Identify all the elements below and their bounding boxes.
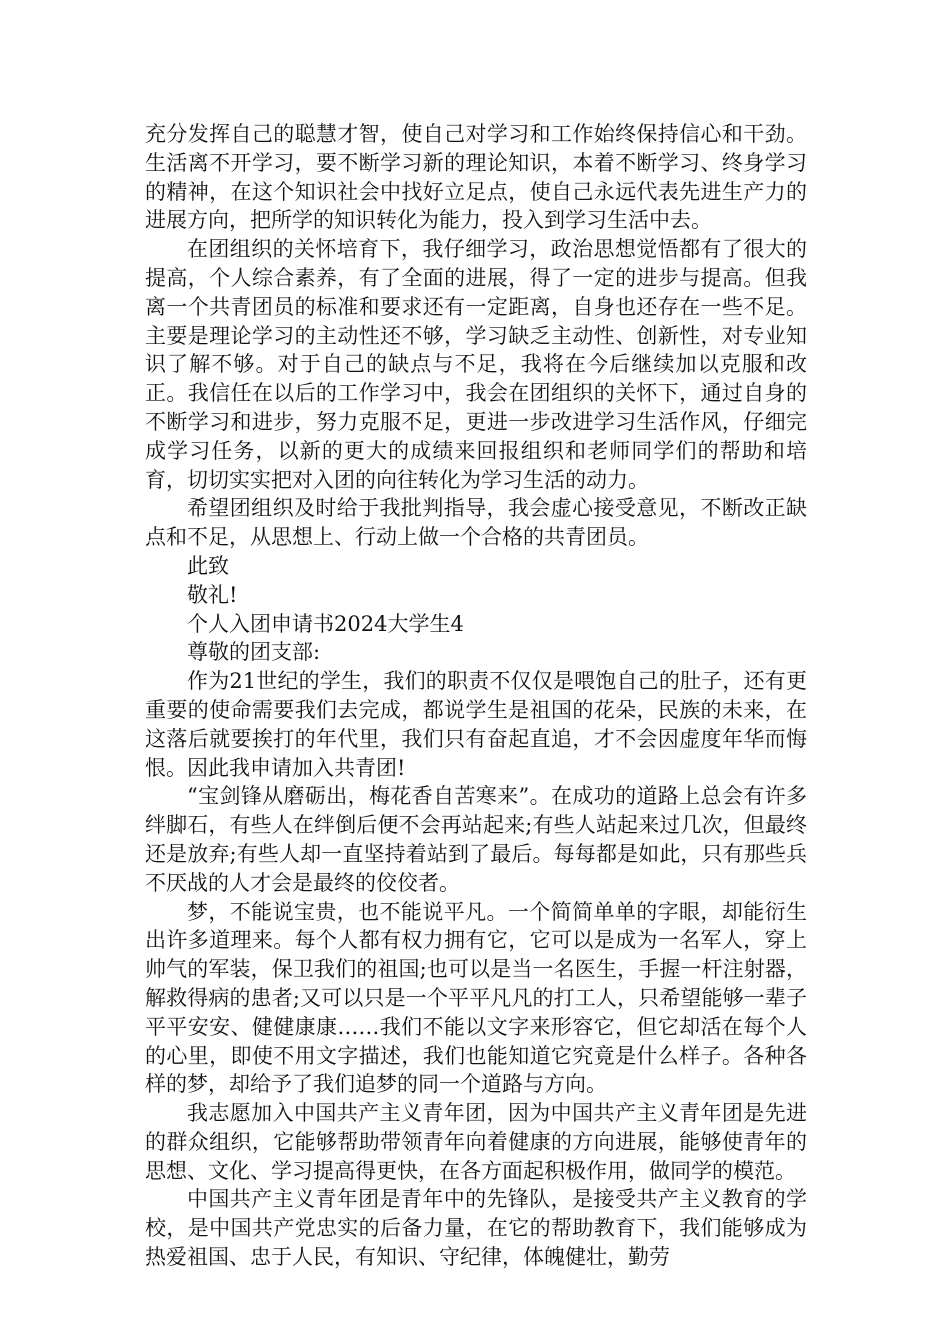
closing-salutation: 此致 <box>187 553 229 578</box>
paragraph-league-role: 中国共产主义青年团是青年中的先锋队，是接受共产主义教育的学校，是中国共产党忠实的后备力量，在它的帮助教育下，我们能够成为热爱祖国、忠于人民，有知识、守纪律，体魄健壮，勤劳 <box>145 1187 807 1270</box>
paragraph-perseverance: “宝剑锋从磨砺出，梅花香自苦寒来”。在成功的道路上总会有许多绊脚石，有些人在绊倒后便不会再站起来;有些人站起来过几次，但最终还是放弃;有些人却一直坚持着站到了最后。每每都是如此，只有那些兵不厌战的人才会是最终的佼佼者。 <box>145 784 807 895</box>
paragraph-request-guidance: 希望团组织及时给于我批判指导，我会虚心接受意见，不断改正缺点和不足，从思想上、行动上做一个合格的共青团员。 <box>145 496 807 550</box>
paragraph-intro: 作为21世纪的学生，我们的职责不仅仅是喂饱自己的肚子，还有更重要的使命需要我们去完成，都说学生是祖国的花朵，民族的未来，在这落后就要挨打的年代里，我们只有奋起直追，才不会因虚度年华而悔恨。因此我申请加入共青团! <box>145 669 807 780</box>
paragraph-continued: 充分发挥自己的聪慧才智，使自己对学习和工作始终保持信心和干劲。生活离不开学习，要不断学习新的理论知识，本着不断学习、终身学习的精神，在这个知识社会中找好立足点，使自己永远代表先进生产力的进展方向，把所学的知识转化为能力，投入到学习生活中去。 <box>145 122 807 233</box>
paragraph-self-assessment: 在团组织的关怀培育下，我仔细学习，政治思想觉悟都有了很大的提高，个人综合素养，有了全面的进展，得了一定的进步与提高。但我离一个共青团员的标准和要求还有一定距离，自身也还存在一些不足。主要是理论学习的主动性还不够，学习缺乏主动性、创新性，对专业知识了解不够。对于自己的缺点与不足，我将在今后继续加以克服和改正。我信任在以后的工作学习中，我会在团组织的关怀下，通过自身的不断学习和进步，努力克服不足，更进一步改进学习生活作风，仔细完成学习任务，以新的更大的成绩来回报组织和老师同学们的帮助和培育，切切实实把对入团的向往转化为学习生活的动力。 <box>145 237 807 492</box>
section-heading: 个人入团申请书2024大学生4 <box>187 611 464 636</box>
closing-regards: 敬礼! <box>187 582 238 607</box>
document-body <box>145 120 807 1272</box>
paragraph-dreams: 梦，不能说宝贵，也不能说平凡。一个简简单单的字眼，却能衍生出许多道理来。每个人都有权力拥有它，它可以是成为一名军人，穿上帅气的军装，保卫我们的祖国;也可以是当一名医生，手握一杆注射器，解救得病的患者;又可以只是一个平平凡凡的打工人，只希望能够一辈子平平安安、健健康康……我们不能以文字来形容它，但它却活在每个人的心里，即使不用文字描述，我们也能知道它究竟是什么样子。各种各样的梦，却给予了我们追梦的同一个道路与方向。 <box>145 899 807 1097</box>
greeting: 尊敬的团支部: <box>187 640 321 665</box>
paragraph-volunteer: 我志愿加入中国共产主义青年团，因为中国共产主义青年团是先进的群众组织，它能够帮助带领青年向着健康的方向进展，能够使青年的思想、文化、学习提高得更快，在各方面起积极作用，做同学的模范。 <box>145 1101 807 1183</box>
